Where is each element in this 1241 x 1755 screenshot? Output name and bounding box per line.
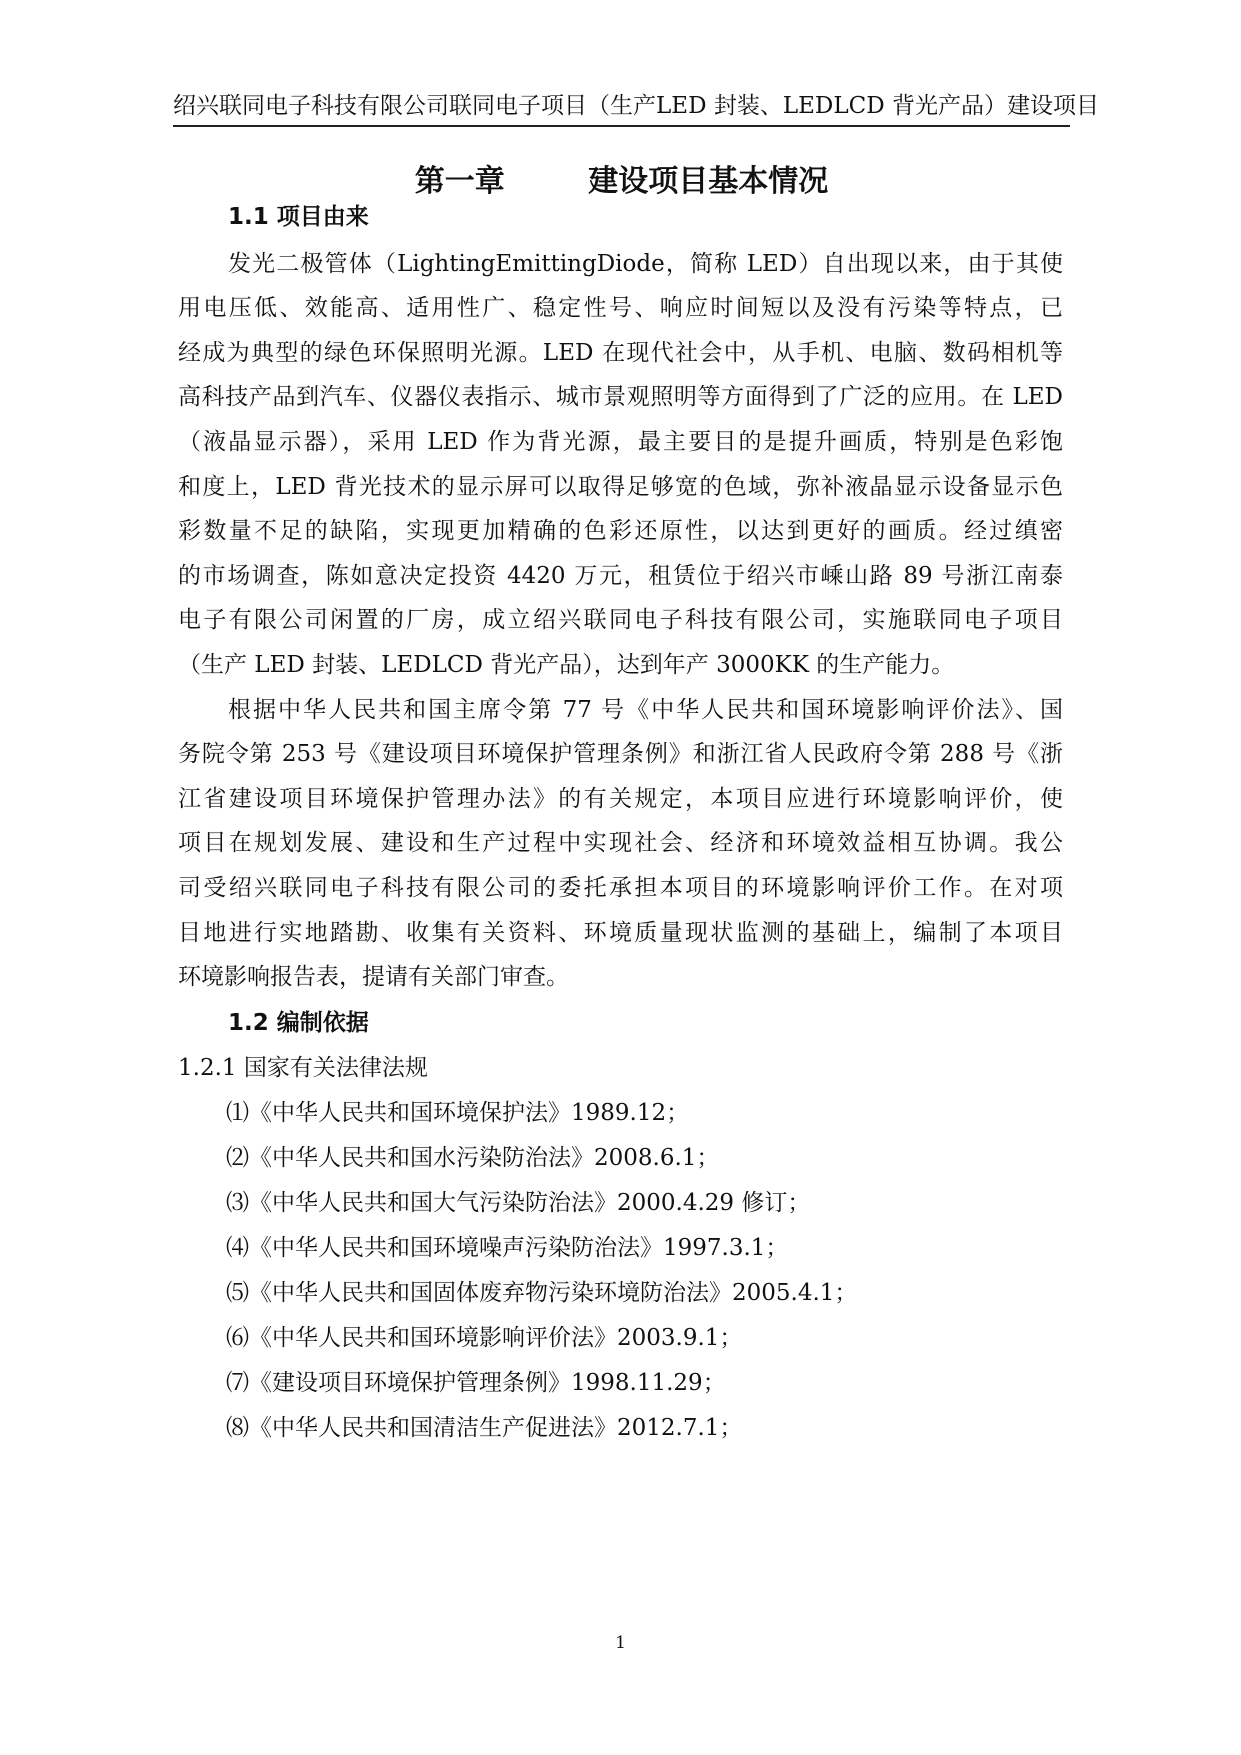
paragraph-line: 经成为典型的绿色环保照明光源。LED 在现代社会中，从手机、电脑、数码相机等	[178, 340, 1063, 366]
list-item: ⑻《中华人民共和国清洁生产促进法》2012.7.1；	[226, 1415, 743, 1441]
section-heading-1-2: 1.2 编制依据	[228, 1010, 369, 1036]
list-item: ⑹《中华人民共和国环境影响评价法》2003.9.1；	[226, 1325, 743, 1351]
list-item: ⑶《中华人民共和国大气污染防治法》2000.4.29 修订；	[226, 1190, 811, 1216]
paragraph-line: 高科技产品到汽车、仪器仪表指示、城市景观照明等方面得到了广泛的应用。在 LED	[178, 384, 1063, 410]
page-number: 1	[615, 1633, 626, 1653]
paragraph-line: （生产 LED 封装、LEDLCD 背光产品），达到年产 3000KK 的生产能力。	[178, 652, 955, 678]
paragraph-line: 江省建设项目环境保护管理办法》的有关规定，本项目应进行环境影响评价，使	[178, 786, 1063, 812]
paragraph-line: 务院令第 253 号《建设项目环境保护管理条例》和浙江省人民政府令第 288 号《浙	[178, 741, 1063, 767]
list-item: ⑸《中华人民共和国固体废弃物污染环境防治法》2005.4.1；	[226, 1280, 858, 1306]
header-rule	[173, 125, 1070, 127]
paragraph-line: （液晶显示器），采用 LED 作为背光源，最主要目的是提升画质，特别是色彩饱	[178, 429, 1063, 455]
section-heading-1-1: 1.1 项目由来	[228, 204, 369, 230]
paragraph-line: 司受绍兴联同电子科技有限公司的委托承担本项目的环境影响评价工作。在对项	[178, 875, 1063, 901]
list-item: ⑺《建设项目环境保护管理条例》1998.11.29；	[226, 1370, 726, 1396]
paragraph-line: 彩数量不足的缺陷，实现更加精确的色彩还原性，以达到更好的画质。经过缜密	[178, 518, 1063, 544]
paragraph-line: 的市场调查，陈如意决定投资 4420 万元，租赁位于绍兴市嵊山路 89 号浙江南泰	[178, 563, 1063, 589]
paragraph-line: 用电压低、效能高、适用性广、稳定性号、响应时间短以及没有污染等特点，已	[178, 295, 1063, 321]
paragraph-line: 电子有限公司闲置的厂房，成立绍兴联同电子科技有限公司，实施联同电子项目	[178, 607, 1063, 633]
paragraph-line: 环境影响报告表，提请有关部门审查。	[178, 964, 569, 990]
chapter-title: 第一章 建设项目基本情况	[414, 164, 829, 199]
list-item: ⑷《中华人民共和国环境噪声污染防治法》1997.3.1；	[226, 1235, 789, 1261]
subsection-heading-1-2-1: 1.2.1 国家有关法律法规	[178, 1055, 428, 1081]
paragraph-line: 发光二极管体（LightingEmittingDiode，简称 LED）自出现以来，由于其使	[228, 251, 1063, 277]
list-item: ⑵《中华人民共和国水污染防治法》2008.6.1；	[226, 1145, 720, 1171]
running-header: 绍兴联同电子科技有限公司联同电子项目（生产LED 封装、LEDLCD 背光产品）建设项目	[173, 93, 1099, 119]
list-item: ⑴《中华人民共和国环境保护法》1989.12；	[226, 1100, 690, 1126]
paragraph-line: 和度上，LED 背光技术的显示屏可以取得足够宽的色域，弥补液晶显示设备显示色	[178, 474, 1063, 500]
paragraph-line: 目地进行实地踏勘、收集有关资料、环境质量现状监测的基础上，编制了本项目	[178, 920, 1063, 946]
paragraph-line: 项目在规划发展、建设和生产过程中实现社会、经济和环境效益相互协调。我公	[178, 830, 1063, 856]
paragraph-line: 根据中华人民共和国主席令第 77 号《中华人民共和国环境影响评价法》、国	[228, 697, 1063, 723]
